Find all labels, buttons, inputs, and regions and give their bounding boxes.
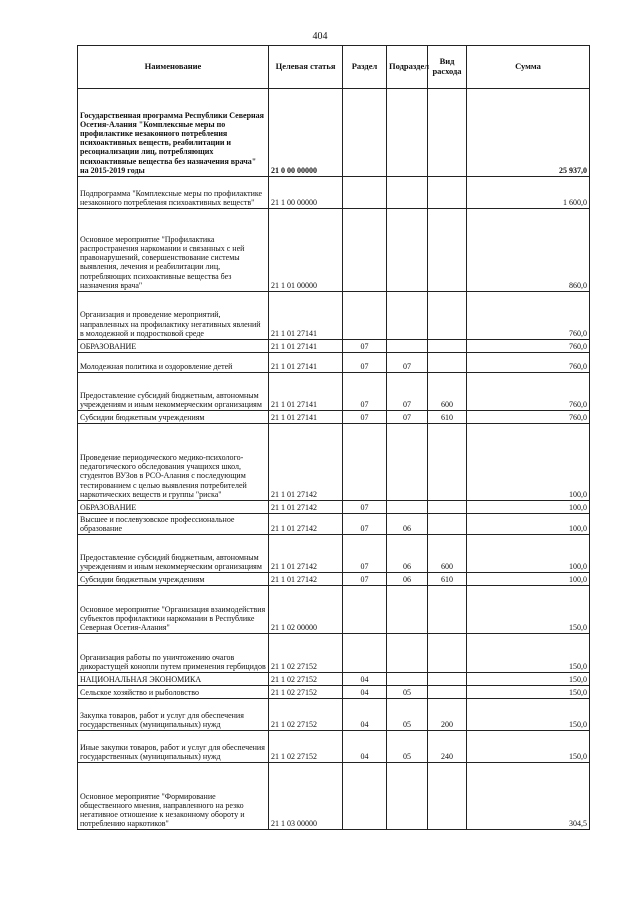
row-subsection xyxy=(387,340,428,353)
row-amount: 150,0 xyxy=(467,686,590,699)
row-section: 07 xyxy=(343,514,387,535)
row-name: Организация и проведение мероприятий, направленных на профилактику негативных явлений в молодежной и подростковой среде xyxy=(78,292,269,340)
table-row xyxy=(78,673,590,686)
row-target: 21 1 01 27141 xyxy=(269,340,343,353)
table-header-row xyxy=(78,46,590,89)
header-subsection: Подраздел xyxy=(387,46,428,89)
table-row xyxy=(78,634,590,673)
table-row xyxy=(78,373,590,411)
table-row xyxy=(78,763,590,830)
row-amount: 150,0 xyxy=(467,673,590,686)
table-row xyxy=(78,501,590,514)
table-row xyxy=(78,340,590,353)
row-name: Высшее и послевузовское профессиональное образование xyxy=(78,514,269,535)
row-name: ОБРАЗОВАНИЕ xyxy=(78,340,269,353)
row-subsection: 07 xyxy=(387,411,428,424)
row-name: Основное мероприятие "Формирование общественного мнения, направленного на резко негативное отношение к незаконному обороту и потреблению наркотиков" xyxy=(78,763,269,830)
row-name: ОБРАЗОВАНИЕ xyxy=(78,501,269,514)
row-expense-type xyxy=(428,292,467,340)
table-row xyxy=(78,89,590,177)
row-target: 21 0 00 00000 xyxy=(269,89,343,177)
row-subsection: 07 xyxy=(387,373,428,411)
row-subsection xyxy=(387,763,428,830)
row-section: 07 xyxy=(343,373,387,411)
row-section xyxy=(343,424,387,501)
row-subsection xyxy=(387,424,428,501)
row-target: 21 1 01 27141 xyxy=(269,353,343,373)
row-amount: 304,5 xyxy=(467,763,590,830)
row-subsection: 06 xyxy=(387,573,428,586)
row-name: Проведение периодического медико-психолого-педагогического обследования учащихся школ, студентов ВУЗов в РСО-Алания с последующим тестированием с целью выявления потребителей наркотических веществ и группы "риска" xyxy=(78,424,269,501)
row-section: 07 xyxy=(343,535,387,573)
row-expense-type xyxy=(428,634,467,673)
header-section: Раздел xyxy=(343,46,387,89)
row-target: 21 1 01 27142 xyxy=(269,501,343,514)
row-expense-type xyxy=(428,353,467,373)
table-row xyxy=(78,424,590,501)
row-section: 07 xyxy=(343,501,387,514)
row-expense-type xyxy=(428,586,467,634)
table-row xyxy=(78,699,590,731)
row-amount: 760,0 xyxy=(467,373,590,411)
row-subsection: 07 xyxy=(387,353,428,373)
row-amount: 100,0 xyxy=(467,535,590,573)
row-section xyxy=(343,177,387,209)
row-name: Молодежная политика и оздоровление детей xyxy=(78,353,269,373)
row-name: Основное мероприятие "Профилактика распространения наркомании и связанных с ней правонарушений, совершенствование системы выявления, лечения и реабилитации лиц, потребляющих психоактивные вещества без назначения врача" xyxy=(78,209,269,292)
row-expense-type xyxy=(428,209,467,292)
row-target: 21 1 02 27152 xyxy=(269,686,343,699)
row-name: Закупка товаров, работ и услуг для обеспечения государственных (муниципальных) нужд xyxy=(78,699,269,731)
table-row xyxy=(78,292,590,340)
row-subsection: 06 xyxy=(387,535,428,573)
page-number: 404 xyxy=(312,31,328,42)
budget-table xyxy=(77,45,590,830)
row-expense-type: 240 xyxy=(428,731,467,763)
row-name: НАЦИОНАЛЬНАЯ ЭКОНОМИКА xyxy=(78,673,269,686)
row-name: Государственная программа Республики Северная Осетия-Алания "Комплексные меры по профилактике незаконного потребления психоактивных веществ, реабилитации и ресоциализации лиц, потребляющих психоактивные вещества без назначения врача" на 2015-2019 годы xyxy=(78,89,269,177)
table-row xyxy=(78,686,590,699)
row-expense-type: 610 xyxy=(428,573,467,586)
table-row xyxy=(78,177,590,209)
row-expense-type: 610 xyxy=(428,411,467,424)
row-name: Организация работы по уничтожению очагов дикорастущей конопли путем применения гербицидов xyxy=(78,634,269,673)
row-expense-type xyxy=(428,177,467,209)
row-name: Субсидии бюджетным учреждениям xyxy=(78,573,269,586)
row-section: 07 xyxy=(343,340,387,353)
row-section: 04 xyxy=(343,699,387,731)
row-amount: 150,0 xyxy=(467,586,590,634)
row-section: 04 xyxy=(343,673,387,686)
row-amount: 150,0 xyxy=(467,731,590,763)
row-amount: 25 937,0 xyxy=(467,89,590,177)
row-section: 07 xyxy=(343,353,387,373)
row-target: 21 1 01 00000 xyxy=(269,209,343,292)
row-target: 21 1 01 27142 xyxy=(269,573,343,586)
row-subsection xyxy=(387,673,428,686)
row-target: 21 1 01 27142 xyxy=(269,424,343,501)
row-expense-type xyxy=(428,673,467,686)
row-amount: 860,0 xyxy=(467,209,590,292)
table-row xyxy=(78,535,590,573)
row-subsection xyxy=(387,209,428,292)
table-row xyxy=(78,731,590,763)
row-expense-type xyxy=(428,424,467,501)
row-name: Основное мероприятие "Организация взаимодействия субъектов профилактики наркомании в Республике Северная Осетия-Алания" xyxy=(78,586,269,634)
row-subsection xyxy=(387,89,428,177)
table-row xyxy=(78,514,590,535)
row-section xyxy=(343,634,387,673)
row-subsection: 06 xyxy=(387,514,428,535)
row-expense-type xyxy=(428,89,467,177)
row-target: 21 1 01 27141 xyxy=(269,411,343,424)
row-target: 21 1 01 27141 xyxy=(269,292,343,340)
row-name: Сельское хозяйство и рыболовство xyxy=(78,686,269,699)
row-section xyxy=(343,763,387,830)
row-target: 21 1 01 27142 xyxy=(269,535,343,573)
row-subsection xyxy=(387,177,428,209)
row-target: 21 1 01 27142 xyxy=(269,514,343,535)
row-section: 07 xyxy=(343,411,387,424)
row-amount: 760,0 xyxy=(467,292,590,340)
row-name: Предоставление субсидий бюджетным, автономным учреждениям и иным некоммерческим организациям xyxy=(78,535,269,573)
row-amount: 760,0 xyxy=(467,340,590,353)
row-expense-type xyxy=(428,501,467,514)
row-amount: 150,0 xyxy=(467,699,590,731)
row-target: 21 1 00 00000 xyxy=(269,177,343,209)
table-row xyxy=(78,586,590,634)
row-name: Подпрограмма "Комплексные меры по профилактике незаконного потребления психоактивных веществ" xyxy=(78,177,269,209)
row-amount: 100,0 xyxy=(467,501,590,514)
row-expense-type xyxy=(428,340,467,353)
row-subsection: 05 xyxy=(387,686,428,699)
row-section: 07 xyxy=(343,573,387,586)
row-subsection xyxy=(387,292,428,340)
row-amount: 1 600,0 xyxy=(467,177,590,209)
row-target: 21 1 02 27152 xyxy=(269,731,343,763)
row-expense-type: 600 xyxy=(428,373,467,411)
row-expense-type: 600 xyxy=(428,535,467,573)
row-subsection: 05 xyxy=(387,699,428,731)
header-name: Наименование xyxy=(78,46,269,89)
table-row xyxy=(78,353,590,373)
header-expense-type: Вид расхода xyxy=(428,46,467,89)
row-section: 04 xyxy=(343,686,387,699)
row-target: 21 1 02 27152 xyxy=(269,634,343,673)
row-expense-type xyxy=(428,763,467,830)
row-amount: 100,0 xyxy=(467,573,590,586)
row-subsection xyxy=(387,634,428,673)
row-name: Иные закупки товаров, работ и услуг для обеспечения государственных (муниципальных) нужд xyxy=(78,731,269,763)
row-section xyxy=(343,89,387,177)
row-amount: 100,0 xyxy=(467,514,590,535)
row-expense-type: 200 xyxy=(428,699,467,731)
row-section: 04 xyxy=(343,731,387,763)
header-target: Целевая статья xyxy=(269,46,343,89)
row-subsection: 05 xyxy=(387,731,428,763)
row-expense-type xyxy=(428,514,467,535)
row-amount: 760,0 xyxy=(467,411,590,424)
table-row xyxy=(78,411,590,424)
row-name: Предоставление субсидий бюджетным, автономным учреждениям и иным некоммерческим организациям xyxy=(78,373,269,411)
row-target: 21 1 02 27152 xyxy=(269,673,343,686)
row-target: 21 1 01 27141 xyxy=(269,373,343,411)
row-target: 21 1 02 00000 xyxy=(269,586,343,634)
row-expense-type xyxy=(428,686,467,699)
row-subsection xyxy=(387,586,428,634)
row-section xyxy=(343,292,387,340)
row-target: 21 1 03 00000 xyxy=(269,763,343,830)
table-row xyxy=(78,209,590,292)
row-name: Субсидии бюджетным учреждениям xyxy=(78,411,269,424)
row-amount: 760,0 xyxy=(467,353,590,373)
row-amount: 150,0 xyxy=(467,634,590,673)
row-amount: 100,0 xyxy=(467,424,590,501)
header-amount: Сумма xyxy=(467,46,590,89)
row-target: 21 1 02 27152 xyxy=(269,699,343,731)
row-subsection xyxy=(387,501,428,514)
row-section xyxy=(343,586,387,634)
row-section xyxy=(343,209,387,292)
table-row xyxy=(78,573,590,586)
